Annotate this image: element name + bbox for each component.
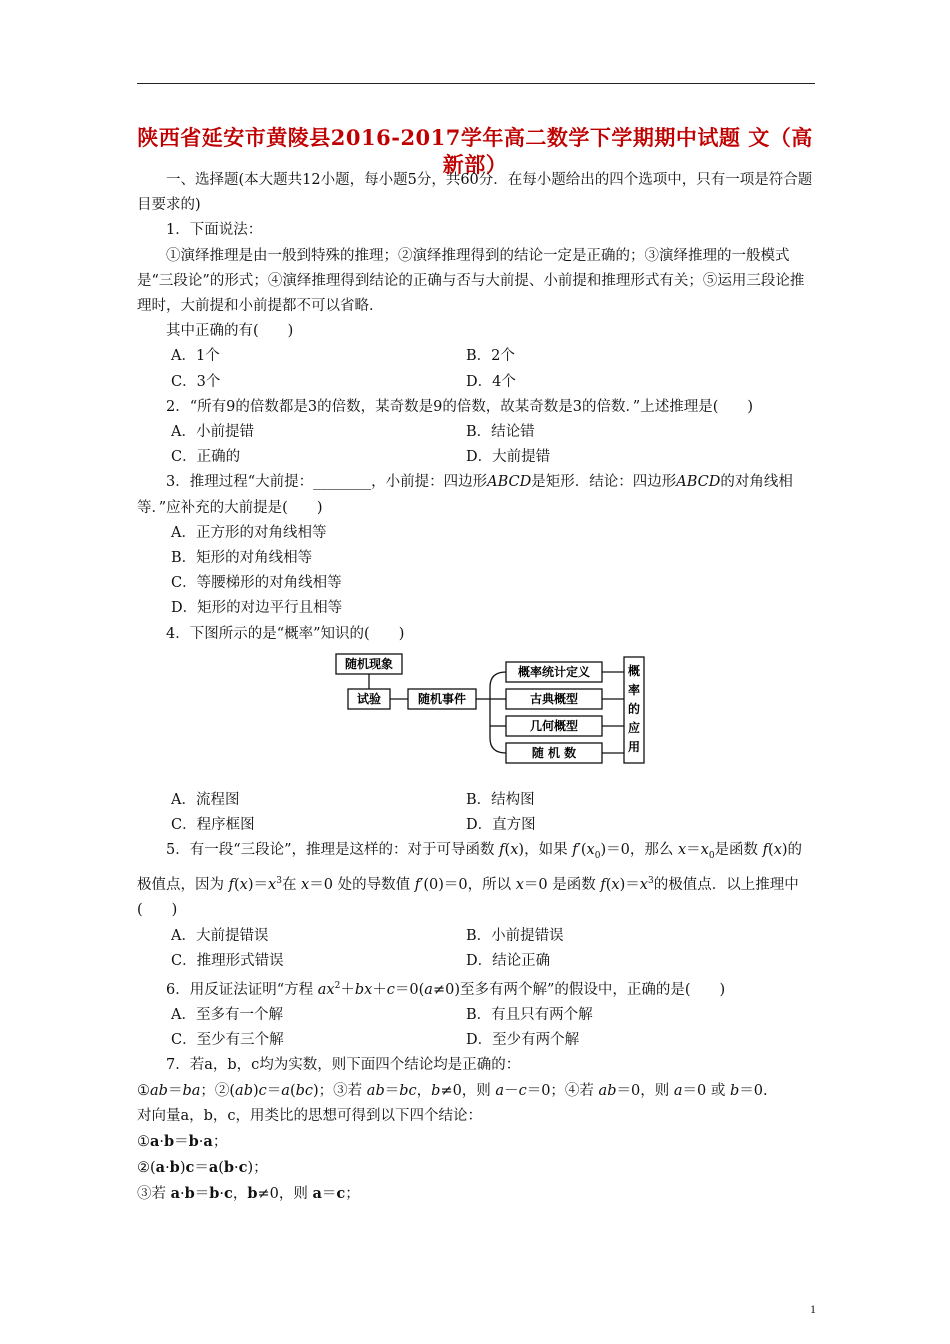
q1-options-row1	[137, 344, 815, 369]
q1-body: ①演绎推理是由一般到特殊的推理；②演绎推理得到的结论一定是正确的；③演绎推理的一般模式是“三段论”的形式；④演绎推理得到结论的正确与否与大前提、小前提和推理形式有关；⑤运用三段论推理时，大前提和小前提都不可以省略．	[137, 247, 805, 315]
q5-stem: 5．有一段“三段论”，推理是这样的：对于可导函数 f(x)，如果 $f'(x_0)=0$，那么 $x=x_0$是函数 f(x)的极值点，因为 $f(x)=x^3$在 x＝0 处的导数值 f′(0)＝0，所以 x＝0 是函数 $f(x)=x^3$的极值点．以上推理中( )	[137, 842, 803, 919]
section-header: 一、选择题(本大题共12小题，每小题5分，共60分．在每小题给出的四个选项中，只有一项是符合题目要求的)	[137, 172, 813, 214]
q6-options-row1	[137, 1003, 815, 1028]
q4-stem: 4．下图所示的是“概率”知识的( )	[166, 625, 405, 642]
q2-options-row1	[137, 420, 815, 445]
q3-option-a[interactable]: A．正方形的对角线相等	[171, 524, 327, 541]
q1-option-a[interactable]: A．1个	[171, 348, 220, 365]
q6-option-b[interactable]: B．有且只有两个解	[466, 1007, 593, 1024]
q1-stem: 1．下面说法：	[166, 222, 263, 239]
q6-option-c[interactable]: C．至少有三个解	[171, 1032, 284, 1049]
q4-structure-diagram	[137, 651, 815, 786]
q2-option-a[interactable]: A．小前提错	[171, 424, 254, 441]
q1-option-c[interactable]: C．3个	[171, 373, 221, 390]
q2-option-c[interactable]: C．正确的	[171, 449, 241, 466]
q5-option-b[interactable]: B．小前提错误	[466, 927, 564, 944]
diagram-svg	[334, 651, 664, 783]
q2-stem: 2．“所有9的倍数都是3的倍数，某奇数是9的倍数，故某奇数是3的倍数．”上述推理是( )	[166, 398, 754, 415]
q7-vector-3: ③若 a·b＝b·c，b≠0，则 a＝c；	[137, 1185, 360, 1203]
q3-option-c[interactable]: C．等腰梯形的对角线相等	[171, 575, 342, 592]
q1-option-b[interactable]: B．2个	[466, 348, 515, 365]
q6-option-a[interactable]: A．至多有一个解	[171, 1007, 283, 1024]
q3-option-d[interactable]: D．矩形的对边平行且相等	[171, 600, 343, 617]
q4-options-row1	[137, 788, 815, 813]
q5-option-d[interactable]: D．结论正确	[466, 952, 551, 969]
page-number: 1	[810, 1302, 816, 1316]
q5-options-row2	[137, 949, 815, 974]
q1-ask: 其中正确的有( )	[166, 323, 294, 340]
q2-options-row2	[137, 445, 815, 470]
page-title: 陕西省延安市黄陵县2016-2017学年高二数学下学期期中试题 文（高新部）	[137, 125, 813, 177]
q1-options-row2	[137, 370, 815, 395]
q5-options-row1	[137, 924, 815, 949]
q4-option-c[interactable]: C．程序框图	[171, 817, 255, 834]
label-experiment: 试验	[356, 691, 382, 706]
label-geometric: 几何概型	[529, 718, 579, 733]
label-random-event: 随机事件	[417, 691, 467, 706]
q6-stem: 6．用反证法证明“方程 $ax^2+bx+c=0(a\ne 0)$至多有两个解”的假设中，正确的是( )	[166, 981, 726, 998]
q2-option-d[interactable]: D．大前提错	[466, 449, 551, 466]
label-application-char: 应	[627, 720, 641, 735]
q6-option-d[interactable]: D．至少有两个解	[466, 1032, 580, 1049]
q1-option-d[interactable]: D．4个	[466, 373, 516, 390]
q7-real-conclusions: ①ab＝ba；②(ab)c＝a(bc)；③若 ab＝bc，b≠0，则 a－c＝0；④若 ab＝0，则 a＝0 或 b＝0.	[137, 1082, 768, 1099]
q7-stem: 7．若a，b，c均为实数，则下面四个结论均是正确的：	[166, 1057, 521, 1074]
label-random-phenomenon: 随机现象	[344, 656, 394, 671]
q7-vector-2: ②(a·b)c＝a(b·c)；	[137, 1159, 268, 1177]
q5-option-c[interactable]: C．推理形式错误	[171, 952, 284, 969]
q6-options-row2	[137, 1028, 815, 1053]
label-classical: 古典概型	[529, 691, 579, 706]
label-statistical-def: 概率统计定义	[517, 664, 591, 679]
header-rule	[137, 83, 815, 84]
q4-option-d[interactable]: D．直方图	[466, 817, 536, 834]
label-random-number: 随 机 数	[531, 745, 577, 760]
q7-vector-1: ①a·b＝b·a；	[137, 1133, 228, 1151]
q4-options-row2	[137, 813, 815, 838]
label-application-char: 的	[627, 701, 641, 716]
label-application	[627, 663, 640, 754]
label-application-char: 用	[627, 739, 641, 754]
q4-option-a[interactable]: A．流程图	[171, 791, 240, 808]
q3-stem: 3．推理过程“大前提：________，小前提：四边形ABCD是矩形．结论：四边形ABCD的对角线相等．”应补充的大前提是( )	[137, 474, 793, 516]
q2-option-b[interactable]: B．结论错	[466, 424, 535, 441]
q3-option-b[interactable]: B．矩形的对角线相等	[171, 550, 313, 567]
exam-body	[137, 168, 815, 1208]
q7-analogy: 对向量a，b，c，用类比的思想可得到以下四个结论：	[137, 1107, 483, 1124]
q5-option-a[interactable]: A．大前提错误	[171, 927, 269, 944]
label-application-char: 概	[627, 663, 641, 678]
label-application-char: 率	[627, 682, 641, 697]
q4-option-b[interactable]: B．结构图	[466, 791, 535, 808]
